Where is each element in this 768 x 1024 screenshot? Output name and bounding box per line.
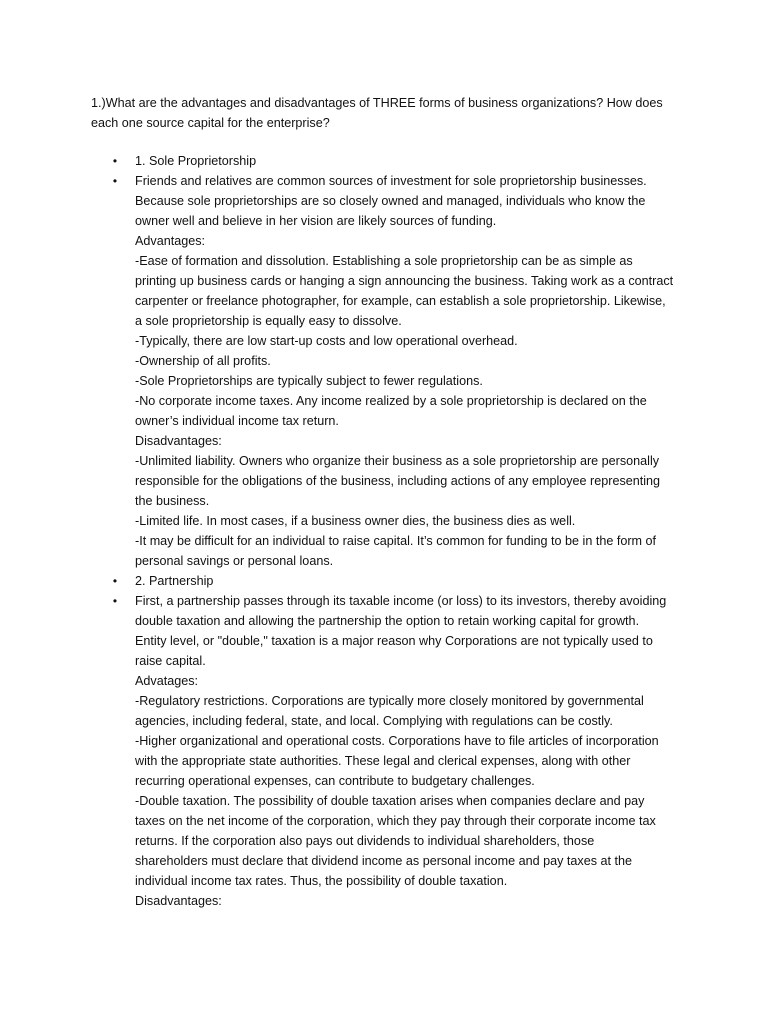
list-item-line: -Ease of formation and dissolution. Establishing a sole proprietorship can be as simple as — [135, 254, 633, 268]
list-item — [91, 591, 681, 911]
list-item-line: -Limited life. In most cases, if a business owner dies, the business dies as well. — [135, 514, 576, 528]
bullet-icon: • — [112, 154, 118, 168]
list-item-line: owner’s individual income tax return. — [135, 414, 339, 428]
list-item — [91, 571, 681, 591]
list-item-line: Disadvantages: — [135, 434, 222, 448]
list-item-line: recurring operational expenses, can contribute to budgetary challenges. — [135, 774, 535, 788]
list-item-line: -Double taxation. The possibility of double taxation arises when companies declare and pay — [135, 794, 645, 808]
list-item-line: -Ownership of all profits. — [135, 354, 271, 368]
list-item-line: personal savings or personal loans. — [135, 554, 334, 568]
list-item-line: First, a partnership passes through its taxable income (or loss) to its investors, thereby avoiding — [135, 594, 667, 608]
list-item-line: returns. If the corporation also pays out dividends to individual shareholders, those — [135, 834, 595, 848]
list-item-line: 2. Partnership — [135, 574, 214, 588]
list-item — [91, 171, 681, 571]
list-item-line: with the appropriate state authorities. These legal and clerical expenses, along with other — [135, 754, 631, 768]
bullet-icon: • — [112, 574, 118, 588]
list-item-line: printing up business cards or hanging a sign announcing the business. Taking work as a contract — [135, 274, 674, 288]
list-item-line: the business. — [135, 494, 210, 508]
list-item-line: -No corporate income taxes. Any income realized by a sole proprietorship is declared on the — [135, 394, 647, 408]
list-item — [91, 151, 681, 171]
list-item-line: -Typically, there are low start-up costs and low operational overhead. — [135, 334, 518, 348]
question-line: each one source capital for the enterprise? — [91, 116, 330, 130]
list-item-line: Disadvantages: — [135, 894, 222, 908]
list-item-line: Friends and relatives are common sources of investment for sole proprietorship businesses. — [135, 174, 647, 188]
question-text — [91, 93, 681, 133]
list-item-line: Because sole proprietorships are so closely owned and managed, individuals who know the — [135, 194, 646, 208]
list-item-line: -Higher organizational and operational costs. Corporations have to file articles of incorporation — [135, 734, 659, 748]
question-line: 1.)What are the advantages and disadvantages of THREE forms of business organizations? How does — [91, 96, 663, 110]
list-item-line: individual income tax rates. Thus, the possibility of double taxation. — [135, 874, 508, 888]
bullet-icon: • — [112, 174, 118, 188]
list-item-line: raise capital. — [135, 654, 206, 668]
list-item-line: -Regulatory restrictions. Corporations are typically more closely monitored by governmental — [135, 694, 644, 708]
list-item-line: -It may be difficult for an individual to raise capital. It’s common for funding to be in the form of — [135, 534, 657, 548]
list-item-line: owner well and believe in her vision are likely sources of funding. — [135, 214, 497, 228]
list-item-line: Advantages: — [135, 234, 206, 248]
bullet-list — [91, 151, 681, 911]
bullet-icon: • — [112, 594, 118, 608]
list-item-line: double taxation and allowing the partnership the option to retain working capital for growth. — [135, 614, 640, 628]
list-item-line: Advatages: — [135, 674, 199, 688]
document-body — [91, 93, 681, 911]
list-item-line: taxes on the net income of the corporation, which they pay through their corporate income tax — [135, 814, 656, 828]
list-item-line: Entity level, or "double," taxation is a major reason why Corporations are not typically used to — [135, 634, 653, 648]
list-item-line: 1. Sole Proprietorship — [135, 154, 257, 168]
list-item-line: a sole proprietorship is equally easy to dissolve. — [135, 314, 402, 328]
list-item-line: -Sole Proprietorships are typically subject to fewer regulations. — [135, 374, 483, 388]
list-item-line: agencies, including federal, state, and local. Complying with regulations can be costly. — [135, 714, 613, 728]
list-item-line: -Unlimited liability. Owners who organize their business as a sole proprietorship are personally — [135, 454, 660, 468]
list-item-line: responsible for the obligations of the business, including actions of any employee representing — [135, 474, 661, 488]
list-item-line: carpenter or freelance photographer, for example, can establish a sole proprietorship. Likewise, — [135, 294, 666, 308]
list-item-line: shareholders must declare that dividend income as personal income and pay taxes at the — [135, 854, 633, 868]
